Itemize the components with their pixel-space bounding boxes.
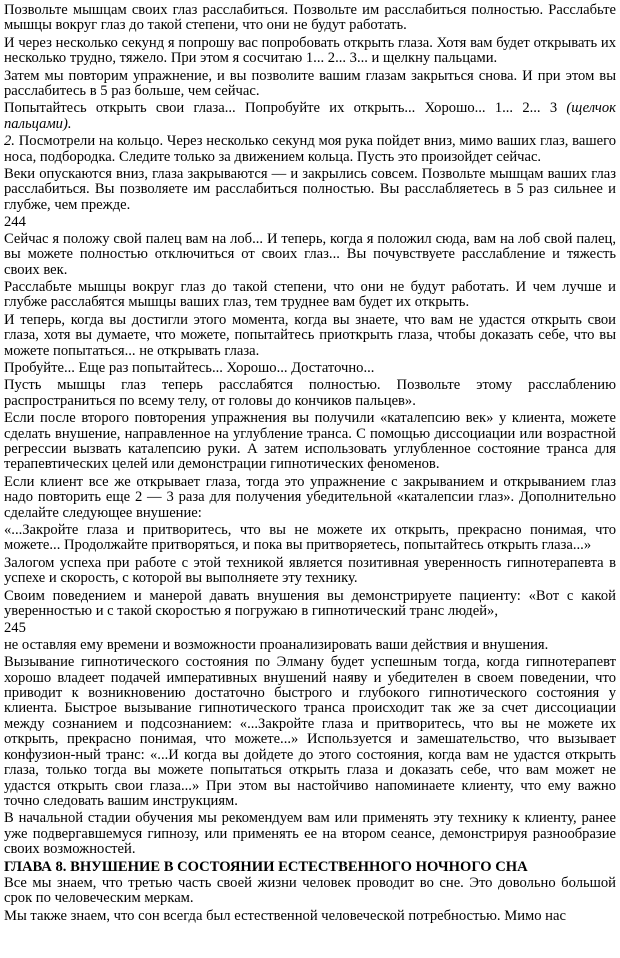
paragraph: Если после второго повторения упражнения вы получили «каталепсию век» у клиента, можете сделать внушение, направленное на углубление транса. С помощью диссоциации или возрастной регрессии вызвать каталепсию руки. А затем использовать углубленное состояние транса для терапевтических целей или демонстрации гипнотических феноменов.	[4, 410, 616, 473]
chapter-heading: ГЛАВА 8. ВНУШЕНИЕ В СОСТОЯНИИ ЕСТЕСТВЕННОГО НОЧНОГО СНА	[4, 858, 528, 875]
paragraph: Расслабьте мышцы вокруг глаз до такой степени, что они не будут работать. И чем лучше и глубже расслабятся мышцы ваших глаз, тем труднее вам будет их открыть.	[4, 278, 616, 311]
paragraph: Вызывание гипнотического состояния по Элману будет успешным тогда, когда гипнотерапевт хорошо владеет подачей императивных внушений наяву и убедителен в своем поведении, что приводит к возникновению достаточно быстрого и глубокого гипнотического состояния у клиента. Быстрое вызывание гипнотического транса происходит так же за счет диссоциации между сознанием и подсознанием: «...Закройте глаза и притворитесь, что вы не можете их открыть, прекрасно понимая, что можете...» Используется и замешательство, что вызывает конфузион-ный транс: «...И когда вы дойдете до этого состояния, когда вам не удастся открыть глаза, только тогда вы можете попытаться открыть глаза и доказать себе, что вам может не удастся открыть свои глаза...» При этом вы настойчиво напоминаете клиенту, что ему важно точно следовать вашим инструкциям.	[4, 654, 616, 809]
paragraph: Своим поведением и манерой давать внушения вы демонстрируете пациенту: «Вот с какой уверенностью и с такой скоростью я погружаю в гипнотический транс людей»,	[4, 587, 616, 620]
paragraph: «...Закройте глаза и притворитесь, что вы не можете их открыть, прекрасно понимая, что можете... Продолжайте притворяться, и пока вы притворяетесь, попытайтесь открыть глаза...»	[4, 522, 616, 554]
paragraph: Затем мы повторим упражнение, и вы позволите вашим глазам закрыться снова. И при этом вы расслабитесь в 5 раз больше, чем сейчас.	[4, 67, 616, 100]
list-number: 2.	[4, 133, 15, 150]
paragraph: Мы также знаем, что сон всегда был естественной человеческой потребностью. Мимо нас	[4, 907, 566, 924]
paragraph: И через несколько секунд я попрошу вас попробовать открыть глаза. Хотя вам будет открывать их несколько трудно, тяжело. При этом я сосчитаю 1... 2... 3... и щелкну пальцами.	[4, 34, 616, 67]
paragraph: Позвольте мышцам своих глаз расслабиться. Позвольте им расслабиться полностью. Расслабьте мышцы вокруг глаз до такой степени, что они не будут работать.	[4, 2, 616, 34]
page-number: 245	[4, 620, 26, 637]
paragraph: Пусть мышцы глаз теперь расслабятся полностью. Позвольте этому расслаблению распространиться по всему телу, от головы до кончиков пальцев».	[4, 377, 616, 409]
paragraph-italic-note: (щелчок пальцами).	[4, 100, 616, 132]
paragraph	[4, 101, 616, 132]
paragraph: Если клиент все же открывает глаза, тогда это упражнение с закрыванием и открыванием глаз надо повторить еще 2 — 3 раза для получения убедительной «каталепсии глаз». Дополнительно сделайте следующее внушение:	[4, 473, 616, 521]
paragraph: не оставляя ему времени и возможности проанализировать ваши действия и внушения.	[4, 636, 549, 653]
paragraph: Веки опускаются вниз, глаза закрываются — и закрылись совсем. Позвольте мышцам ваших глаз расслабиться. Вы позволяете им расслабиться полностью. Вы расслабляетесь в 5 раз сильнее и глубже, чем прежде.	[4, 166, 616, 213]
paragraph: Пробуйте... Еще раз попытайтесь... Хорошо... Достаточно...	[4, 359, 375, 376]
paragraph: Залогом успеха при работе с этой техникой является позитивная уверенность гипнотерапевта в успехе и скорость, с которой вы выполняете эту технику.	[4, 554, 616, 587]
paragraph	[4, 134, 616, 165]
page-number: 244	[4, 214, 26, 231]
paragraph: И теперь, когда вы достигли этого момента, когда вы знаете, что вам не удастся открыть свои глаза, хотя вы думаете, что можете, попытайтесь приоткрыть глаза, чтобы доказать себе, что вы можете попытаться... не открывать глаза.	[4, 311, 616, 359]
paragraph-text: Попытайтесь открыть свои глаза... Попробуйте их открыть... Хорошо... 1... 2... 3	[4, 100, 567, 117]
paragraph: Сейчас я положу свой палец вам на лоб... И теперь, когда я положил сюда, вам на лоб свой палец, вы можете полностью отключиться от своих глаз... Вы почувствуете расслабление и тяжесть своих век.	[4, 230, 616, 278]
paragraph: В начальной стадии обучения мы рекомендуем вам или применять эту технику к клиенту, ранее уже подвергавшемуся гипнозу, или применять ее на втором сеансе, демонстрируя разнообразие своих возможностей.	[4, 810, 616, 858]
paragraph: Все мы знаем, что третью часть своей жизни человек проводит во сне. Это довольно большой срок по человеческим меркам.	[4, 874, 616, 907]
paragraph-text: Посмотрели на кольцо. Через несколько секунд моя рука пойдет вниз, мимо ваших глаз, вашего носа, подбородка. Следите только за движением кольца. Пусть это произойдет сейчас.	[4, 133, 616, 165]
